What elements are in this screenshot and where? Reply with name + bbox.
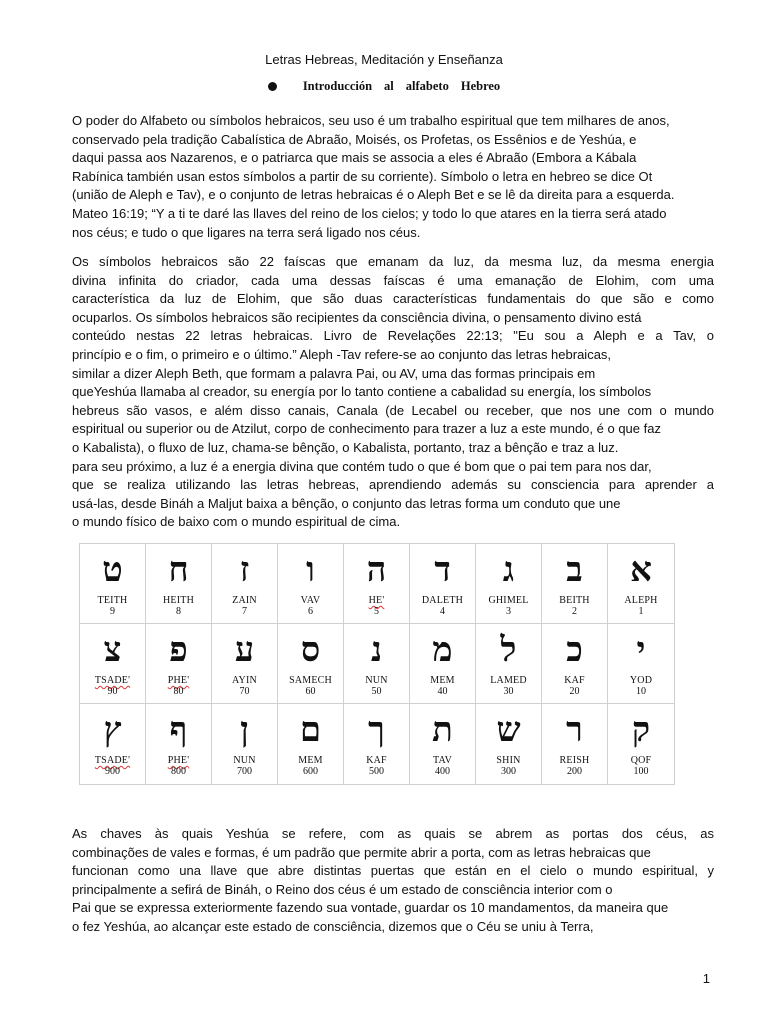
page-number: 1 [702, 971, 710, 986]
letter-value: 20 [569, 686, 580, 697]
letter-name: QOF [630, 755, 652, 766]
letter-name: GHIMEL [488, 595, 529, 606]
text-line: o mundo físico de baixo com o mundo espiritual de cima. [72, 514, 401, 530]
text-line: principalmente a sefirá de Bináh, o Reino dos céus é um estado de consciência interior com o [72, 881, 613, 897]
letter-name: AYIN [232, 675, 257, 686]
letter-value: 6 [308, 606, 313, 617]
text-line: O poder do Alfabeto ou símbolos hebraicos, seu uso é um trabalho espiritual que tem milhares de anos, [72, 113, 670, 128]
letter-cell [80, 544, 146, 624]
hebrew-glyph: ץ [103, 710, 122, 750]
letter-value: 400 [435, 766, 450, 777]
letter-name: MEM [430, 675, 455, 686]
heading-word: Hebreo [460, 79, 501, 93]
text-line: o fez Yeshúa, ao alcançar este estado de consciência, dizemos que o Céu se uniu à Terra, [72, 918, 594, 934]
text-line: hebreus são vasos, e além disso canais, Canala (de Lecabel ou receber, que nos une com o mundo [72, 402, 714, 418]
hebrew-glyph: ק [631, 710, 651, 750]
hebrew-glyph: ן [240, 710, 249, 750]
letter-cell [80, 704, 146, 784]
letter-value: 300 [501, 766, 516, 777]
text-line: característica da luz de Elohim, que são duas características fundamentais do que são e como [72, 291, 714, 307]
text-line: conservado pela tradição Cabalística de Abraão, Moisés, os Profetas, os Essênios e de Yeshúa, e [72, 131, 637, 147]
text-line: espiritual ou superior ou de Atzilut, corpo de conhecimento para trazer a luz a este mundo, é o que faz [72, 421, 661, 437]
letter-cell [542, 704, 608, 784]
hebrew-glyph: ט [102, 550, 123, 590]
text-line: similar a dizer Aleph Beth, que formam a palavra Pai, ou AV, uma das formas principais em [72, 365, 596, 381]
text-line: o Kabalista), o fluxo de luz, chama-se bênção, o Kabalista, portanto, traz a bênção e traz a luz. [72, 439, 619, 455]
hebrew-glyph: מ [432, 630, 453, 670]
text-line: funcionan como una llave que abre distintas puertas que están en el cielo o mundo espiritual, y [72, 863, 714, 879]
letter-cell [542, 544, 608, 624]
hebrew-glyph: פ [169, 630, 188, 670]
letter-name: HE' [368, 595, 385, 606]
letter-value: 1 [638, 606, 644, 617]
letter-cell [278, 624, 344, 704]
letter-cell [344, 624, 410, 704]
letter-cell [146, 544, 212, 624]
letter-name: NUN [233, 755, 256, 766]
hebrew-glyph: ז [239, 550, 250, 590]
bullet-icon [268, 82, 277, 91]
hebrew-glyph: ף [169, 710, 188, 750]
hebrew-glyph: כ [566, 630, 583, 670]
letter-name: YOD [629, 675, 653, 686]
letter-value: 3 [506, 606, 511, 617]
letter-name: VAV [300, 595, 321, 606]
hebrew-glyph: ת [432, 710, 453, 750]
heading-word: Introducción [302, 79, 373, 93]
text-line: divina infinita do criador, cada uma dessas faíscas é uma emanação de Elohim, com uma [72, 272, 714, 288]
hebrew-glyph: ה [366, 550, 387, 590]
letter-name: TAV [432, 755, 453, 766]
hebrew-glyph: צ [103, 630, 122, 670]
letter-value: 4 [440, 606, 445, 617]
text-line: daqui passa aos Nazarenos, e o patriarca que mais se associa a eles é Abraão (Embora a Kábala [72, 150, 637, 166]
text-line: Pai que se expressa exteriormente fazendo sua vontade, guardar os 10 mandamentos, da maneira que [72, 900, 669, 916]
text-line: queYeshúa llamaba al creador, su energía por lo tanto contiene a cabalidad su energía, los símbolos [72, 384, 652, 400]
text-line: conteúdo nestas 22 letras hebraicas. Livro de Revelações 22:13; "Eu sou a Aleph e a Tav, o [72, 328, 714, 344]
text-line: nos céus; e tudo o que ligares na terra será ligado nos céus. [72, 224, 421, 240]
hebrew-glyph: נ [370, 630, 383, 670]
letter-name: SHIN [496, 755, 521, 766]
letter-value: 100 [633, 766, 649, 777]
letter-cell [410, 624, 476, 704]
letter-cell [344, 544, 410, 624]
letter-value: 9 [110, 606, 115, 617]
hebrew-letters-chart [79, 543, 675, 785]
text-line: usá-las, desde Bináh a Maljut baixa a bênção, o conjunto das letras forma um conduto que une [72, 495, 621, 511]
letter-value: 40 [437, 686, 448, 697]
letter-value: 600 [303, 766, 318, 777]
hebrew-glyph: ש [496, 710, 521, 750]
letter-name: MEM [298, 755, 323, 766]
letter-value: 80 [173, 686, 184, 697]
letter-value: 30 [503, 686, 514, 697]
letter-cell [212, 704, 278, 784]
letter-value: 900 [105, 766, 120, 777]
hebrew-glyph: ם [299, 710, 322, 750]
text-line: Os símbolos hebraicos são 22 faíscas que emanam da luz, da mesma luz, da mesma energia [72, 254, 714, 269]
letter-value: 500 [369, 766, 384, 777]
hebrew-glyph: ו [306, 550, 315, 590]
text-line: ocuparlos. Os símbolos hebraicos são recipientes da consciência divina, o pensamento divino está [72, 309, 642, 325]
text-line: princípio e o fim, o primeiro e o último.” Aleph -Tav refere-se ao conjunto das letras hebraicas, [72, 346, 612, 362]
letter-cell [608, 544, 674, 624]
text-line: As chaves às quais Yeshúa se refere, com as quais se abrem as portas dos céus, as [72, 826, 714, 841]
hebrew-glyph: ע [234, 630, 255, 670]
letter-cell [212, 544, 278, 624]
letter-name: KAF [564, 675, 585, 686]
letter-value: 8 [176, 606, 181, 617]
section-heading [0, 79, 768, 94]
hebrew-glyph: י [636, 630, 646, 670]
letter-name: ZAIN [232, 595, 257, 606]
letter-cell [344, 704, 410, 784]
letter-name: ALEPH [624, 595, 658, 606]
letter-cell [278, 704, 344, 784]
letter-cell [542, 624, 608, 704]
letter-name: SAMECH [289, 675, 332, 686]
letter-name: TSADE' [94, 675, 131, 686]
letter-value: 700 [237, 766, 252, 777]
letter-cell [410, 704, 476, 784]
letter-cell [146, 624, 212, 704]
hebrew-glyph: ל [500, 630, 517, 670]
letter-name: LAMED [490, 675, 527, 686]
letter-value: 800 [171, 766, 186, 777]
letter-value: 200 [567, 766, 582, 777]
heading-word: alfabeto [405, 79, 449, 93]
letter-name: REISH [559, 755, 590, 766]
letter-name: TSADE' [94, 755, 131, 766]
hebrew-glyph: א [630, 550, 652, 590]
hebrew-glyph: ר [566, 710, 583, 750]
letter-cell [476, 704, 542, 784]
hebrew-glyph: ג [502, 550, 515, 590]
letter-cell [476, 624, 542, 704]
letter-name: KAF [366, 755, 387, 766]
letter-cell [146, 704, 212, 784]
letter-name: TEITH [97, 595, 128, 606]
letter-value: 7 [242, 606, 247, 617]
letter-cell [212, 624, 278, 704]
letter-name: NUN [365, 675, 388, 686]
letter-value: 10 [636, 686, 646, 697]
letter-cell [608, 704, 674, 784]
letter-value: 5 [374, 606, 379, 617]
letter-value: 90 [107, 686, 118, 697]
document-title: Letras Hebreas, Meditación y Enseñanza [265, 52, 503, 67]
letter-cell [278, 544, 344, 624]
letter-cell [410, 544, 476, 624]
letter-value: 70 [239, 686, 250, 697]
paragraph-intro [72, 112, 714, 242]
letter-name: PHE' [167, 675, 190, 686]
text-line: Mateo 16:19; “Y a ti te daré las llaves del reino de los cielos; y todo lo que atares en la tierra será atado [72, 205, 667, 221]
letter-name: DALETH [421, 595, 464, 606]
text-line: (união de Aleph e Tav), e o conjunto de letras hebraicas é o Aleph Bet e se lê da direita para a esquerda. [72, 187, 675, 203]
letter-cell [608, 624, 674, 704]
hebrew-glyph: ס [300, 630, 321, 670]
hebrew-glyph: ח [168, 550, 189, 590]
letter-value: 2 [572, 606, 577, 617]
hebrew-glyph: ד [434, 550, 451, 590]
letter-cell [80, 624, 146, 704]
hebrew-glyph: ך [368, 710, 385, 750]
letter-value: 60 [305, 686, 316, 697]
text-line: que se realiza utilizando las letras hebreas, aprendiendo además su consciencia para aprender a [72, 477, 714, 493]
letter-name: PHE' [167, 755, 190, 766]
letter-name: HEITH [163, 595, 194, 606]
heading-word: al [384, 79, 394, 93]
hebrew-glyph: ב [566, 550, 583, 590]
paragraph-keys [72, 825, 714, 937]
text-line: combinações de vales e formas, é um padrão que permite abrir a porta, com as letras hebraicas que [72, 844, 651, 860]
letter-name: BEITH [559, 595, 590, 606]
paragraph-symbols [72, 253, 714, 532]
letter-value: 50 [371, 686, 382, 697]
text-line: para seu próximo, a luz é a energia divina que contém tudo o que é bom que o pai tem para nos dar, [72, 458, 652, 474]
letter-cell [476, 544, 542, 624]
text-line: Rabínica también usan estos símbolos a partir de su corriente). Símbolo o letra en hebreo se dice Ot [72, 168, 653, 184]
